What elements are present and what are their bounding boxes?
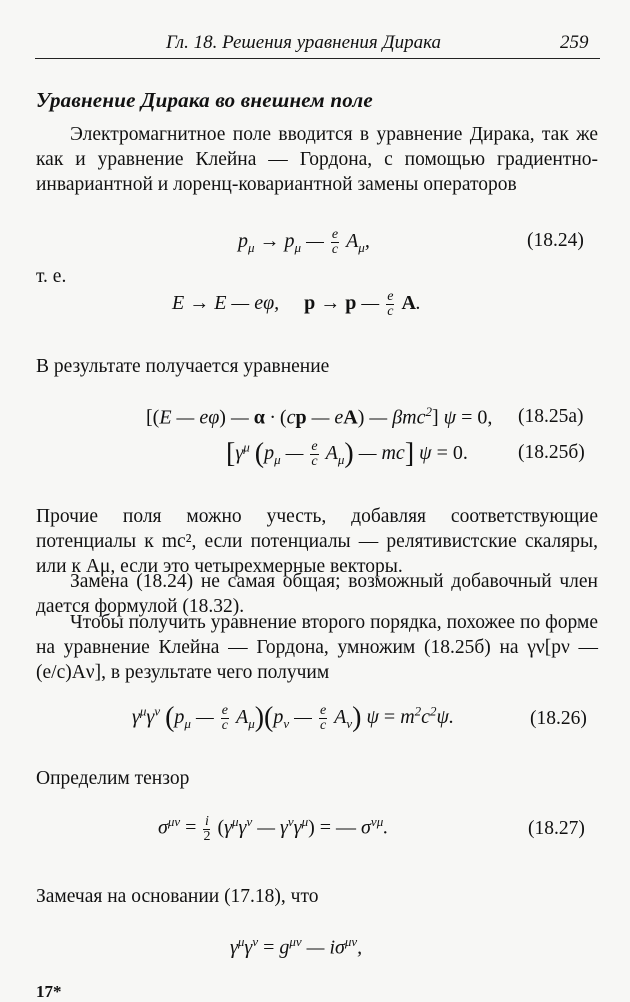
paragraph-define-tensor: Определим тензор [36, 768, 190, 789]
paragraph-te: т. е. [36, 266, 67, 287]
paragraph-result: В результате получается уравнение [36, 356, 330, 377]
equation-18-25a: [(E — eφ) — α · (cp — eA) — βmc$^2$] ψ = 0, [146, 404, 493, 429]
paragraph-intro: Электромагнитное поле вводится в уравнение Дирака, так же как и уравнение Клейна — Гордона, с помощью градиентно-инвариантной и лоренц-ковариантной замены операторов [36, 124, 598, 195]
page-header [0, 18, 630, 58]
equation-number-18-25b: (18.25б) [518, 442, 585, 463]
equation-18-25b: [$\gamma^\mu$ ($p_\mu$ — $\frac{e}{c}$ $A_\mu$) — mc] ψ = 0. [226, 438, 468, 469]
equation-number-18-26: (18.26) [530, 708, 587, 729]
paragraph-noting: Замечая на основании (17.18), что [36, 886, 319, 907]
signature-mark: 17* [36, 982, 62, 1001]
running-head: Гл. 18. Решения уравнения Дирака [166, 32, 442, 53]
equation-substitution: E → E — eφ, p → p — $\frac{e}{c}$ A. [172, 289, 421, 319]
equation-number-18-25a: (18.25a) [518, 406, 584, 427]
paragraph-replacement: Замена (18.24) не самая общая; возможный добавочный член дается формулой (18.32). [36, 571, 598, 617]
equation-18-24: $p_\mu \to p_\mu$ — $\frac{e}{c}$ $A_\mu$, [238, 227, 370, 257]
equation-18-26: $\gamma^\mu\gamma^\nu$ ($p_\mu$ — $\frac{e}{c}$ $A_\mu)(p_\nu$ — $\frac{e}{c}$ $A_\nu$) $\psi = m^2c^2\psi$. [132, 702, 454, 733]
section-title: Уравнение Дирака во внешнем поле [36, 88, 373, 112]
paragraph-other-fields: Прочие поля можно учесть, добавляя соответствующие потенциалы к mc², если потенциалы — релятивистские скаляры, или к Aμ, если это четырехмерные векторы. [36, 506, 598, 577]
paragraph-second-order: Чтобы получить уравнение второго порядка, похожее по форме на уравнение Клейна — Гордона, умножим (18.25б) на γν[pν — (e/c)Aν], в результате чего получим [36, 612, 598, 683]
equation-number-18-24: (18.24) [527, 230, 584, 251]
equation-18-27: $\sigma^{\mu\nu}$ = $\frac{i}{2}$ ($\gamma^\mu\gamma^\nu$ — $\gamma^\nu\gamma^\mu$) = — $\sigma^{\nu\mu}$. [158, 813, 389, 844]
equation-gamma-identity: $\gamma^\mu\gamma^\nu = g^{\mu\nu}$ — $i\sigma^{\mu\nu}$, [230, 934, 363, 959]
equation-number-18-27: (18.27) [528, 818, 585, 839]
header-rule [35, 58, 600, 59]
page-number: 259 [560, 32, 589, 53]
